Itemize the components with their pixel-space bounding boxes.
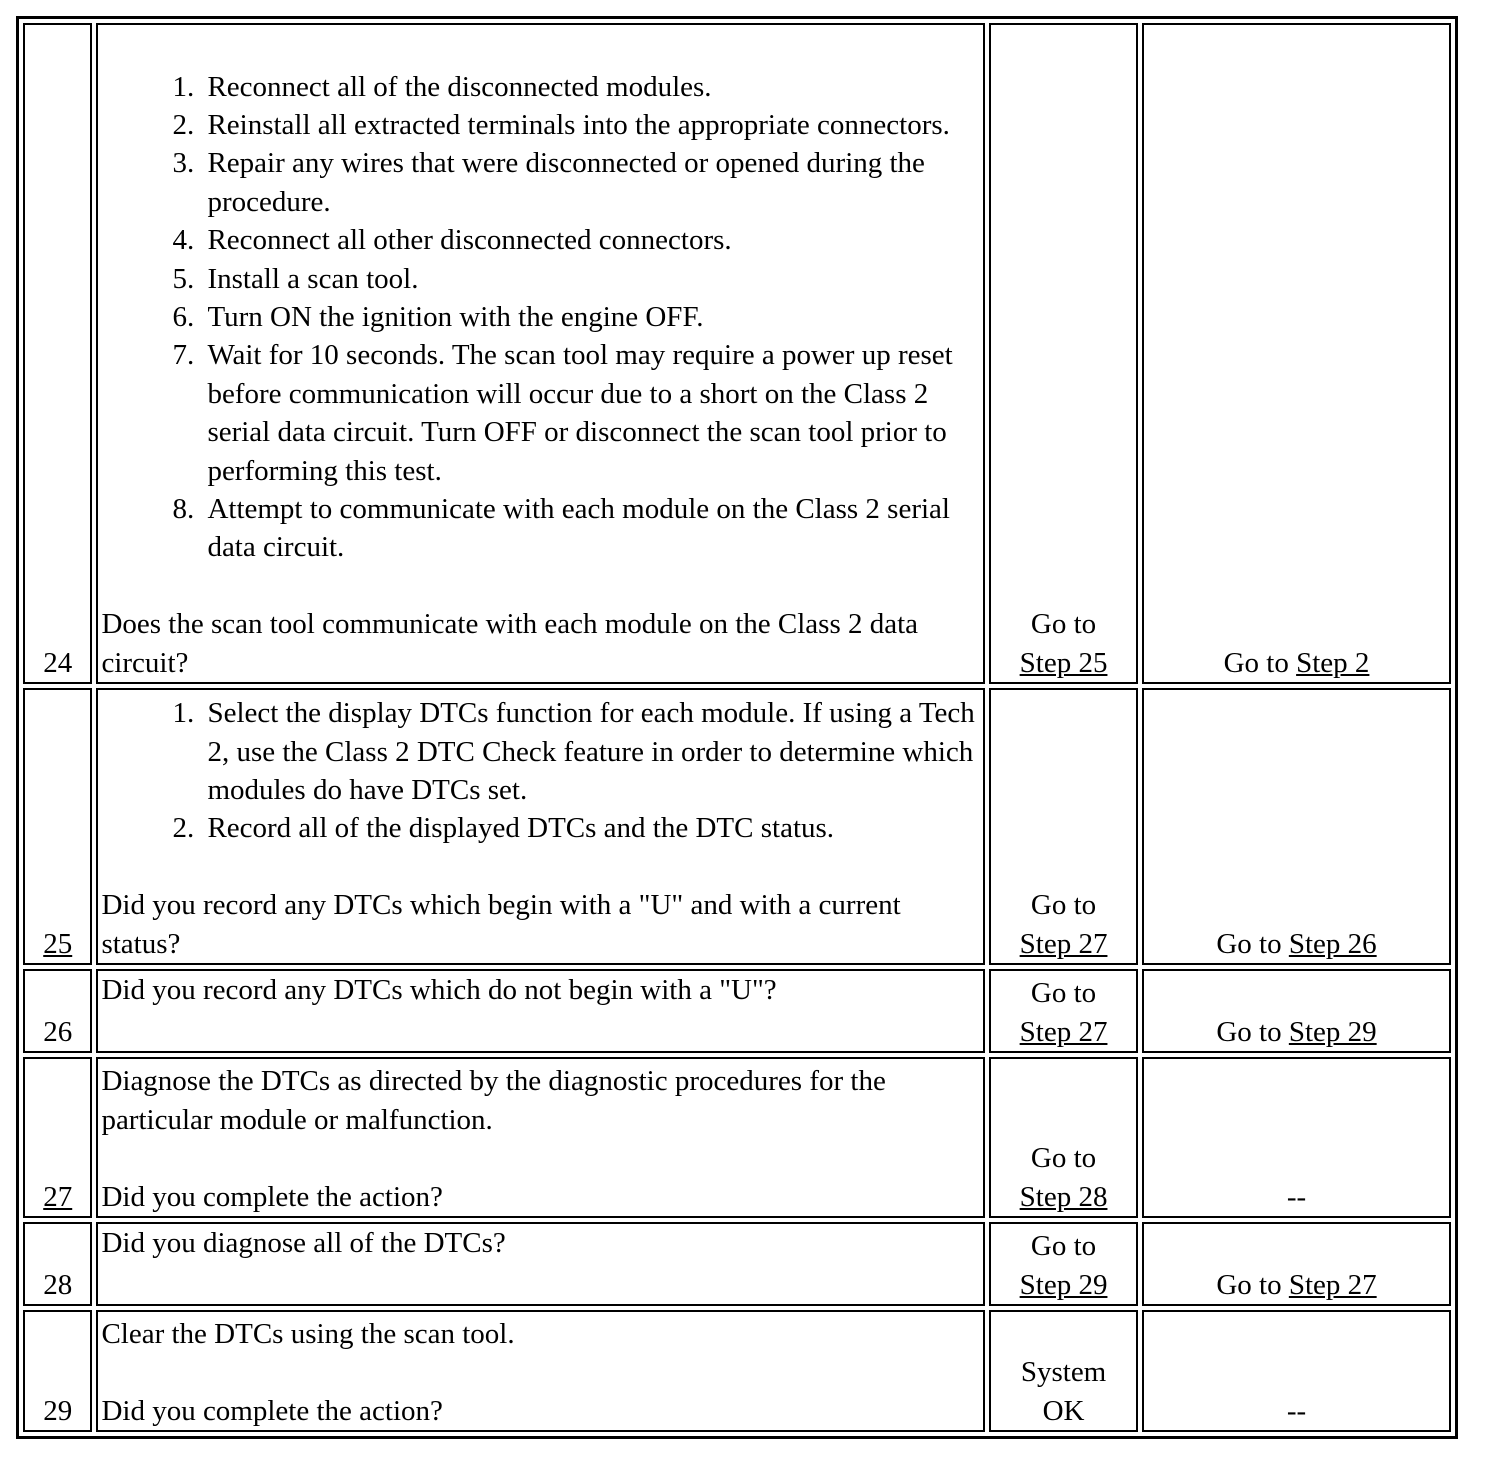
action-cell	[96, 23, 985, 684]
question-text: Does the scan tool communicate with each module on the Class 2 data circuit?	[101, 608, 919, 679]
question-text: Did you record any DTCs which begin with a "U" and with a current status?	[101, 889, 901, 960]
list-item: 7. Wait for 10 seconds. The scan tool may require a power up reset before communication will occur due to a short on the Class 2 serial data circuit. Turn OFF or disconnect the scan tool prior to performing this test.	[201, 336, 980, 490]
table-row-step-25	[23, 688, 1451, 965]
yes-result-line1: System	[1020, 1356, 1107, 1389]
step-number	[23, 1057, 92, 1218]
no-cell	[1142, 1222, 1451, 1306]
no-cell	[1142, 23, 1451, 684]
list-item: 4. Reconnect all other disconnected connectors.	[201, 221, 980, 259]
yes-cell	[989, 1222, 1138, 1306]
no-result: --	[1286, 1180, 1307, 1213]
yes-prefix: Go to	[1030, 1230, 1097, 1263]
yes-cell	[989, 1310, 1138, 1432]
action-text: Diagnose the DTCs as directed by the diagnostic procedures for the particular module or malfunction.	[101, 1065, 886, 1136]
question-text: Did you complete the action?	[101, 1180, 443, 1213]
step-link[interactable]: Step 27	[1019, 1015, 1108, 1048]
step-number-link[interactable]: 25	[43, 927, 73, 960]
list-item: 1. Reconnect all of the disconnected modules.	[201, 68, 980, 106]
yes-cell	[989, 688, 1138, 965]
list-item: 3. Repair any wires that were disconnected or opened during the procedure.	[201, 144, 980, 221]
question-text: Did you record any DTCs which do not begin with a "U"?	[101, 974, 777, 1006]
list-item: 2. Reinstall all extracted terminals into the appropriate connectors.	[201, 106, 980, 144]
step-link[interactable]: Step 28	[1019, 1180, 1108, 1213]
step-number: 26	[23, 969, 92, 1053]
action-cell	[96, 969, 985, 1053]
step-number: 29	[23, 1310, 92, 1432]
no-cell	[1142, 688, 1451, 965]
no-cell	[1142, 969, 1451, 1053]
no-cell	[1142, 1057, 1451, 1218]
no-cell	[1142, 1310, 1451, 1432]
yes-result-line2: OK	[1042, 1394, 1085, 1427]
step-number: 24	[23, 23, 92, 684]
action-cell	[96, 688, 985, 965]
table-row-step-26	[23, 969, 1451, 1053]
yes-prefix: Go to	[1030, 608, 1097, 641]
table-row-step-29	[23, 1310, 1451, 1432]
action-cell	[96, 1057, 985, 1218]
action-text: Clear the DTCs using the scan tool.	[101, 1317, 515, 1350]
table-row-step-27	[23, 1057, 1451, 1218]
diagnostic-steps-table	[16, 16, 1458, 1439]
yes-cell	[989, 1057, 1138, 1218]
action-cell	[96, 1310, 985, 1432]
list-item: 8. Attempt to communicate with each module on the Class 2 serial data circuit.	[201, 490, 980, 567]
action-list	[101, 68, 980, 567]
yes-cell	[989, 23, 1138, 684]
yes-prefix: Go to	[1030, 977, 1097, 1010]
no-prefix: Go to	[1216, 927, 1282, 960]
yes-prefix: Go to	[1030, 1142, 1097, 1175]
step-number-link[interactable]: 27	[43, 1180, 73, 1213]
action-list	[101, 694, 980, 848]
yes-prefix: Go to	[1030, 889, 1097, 922]
step-number	[23, 688, 92, 965]
yes-cell	[989, 969, 1138, 1053]
question-text: Did you diagnose all of the DTCs?	[101, 1227, 506, 1259]
action-cell	[96, 1222, 985, 1306]
step-link[interactable]: Step 29	[1288, 1015, 1377, 1048]
list-item: 6. Turn ON the ignition with the engine OFF.	[201, 298, 980, 336]
no-prefix: Go to	[1216, 1268, 1282, 1301]
step-link[interactable]: Step 26	[1288, 927, 1377, 960]
table-row-step-28	[23, 1222, 1451, 1306]
no-prefix: Go to	[1216, 1015, 1282, 1048]
step-link[interactable]: Step 27	[1019, 927, 1108, 960]
no-result: --	[1286, 1394, 1307, 1427]
list-item: 5. Install a scan tool.	[201, 260, 980, 298]
step-link[interactable]: Step 27	[1288, 1268, 1377, 1301]
table-row-step-24	[23, 23, 1451, 684]
step-link[interactable]: Step 25	[1019, 646, 1108, 679]
no-prefix: Go to	[1223, 646, 1289, 679]
list-item: 2. Record all of the displayed DTCs and the DTC status.	[201, 809, 980, 847]
step-link[interactable]: Step 29	[1019, 1268, 1108, 1301]
step-link[interactable]: Step 2	[1296, 646, 1370, 679]
list-item: 1. Select the display DTCs function for each module. If using a Tech 2, use the Class 2 DTC Check feature in order to determine which modules do have DTCs set.	[201, 694, 980, 809]
question-text: Did you complete the action?	[101, 1394, 443, 1427]
step-number: 28	[23, 1222, 92, 1306]
diagnostic-document	[16, 16, 1458, 1439]
